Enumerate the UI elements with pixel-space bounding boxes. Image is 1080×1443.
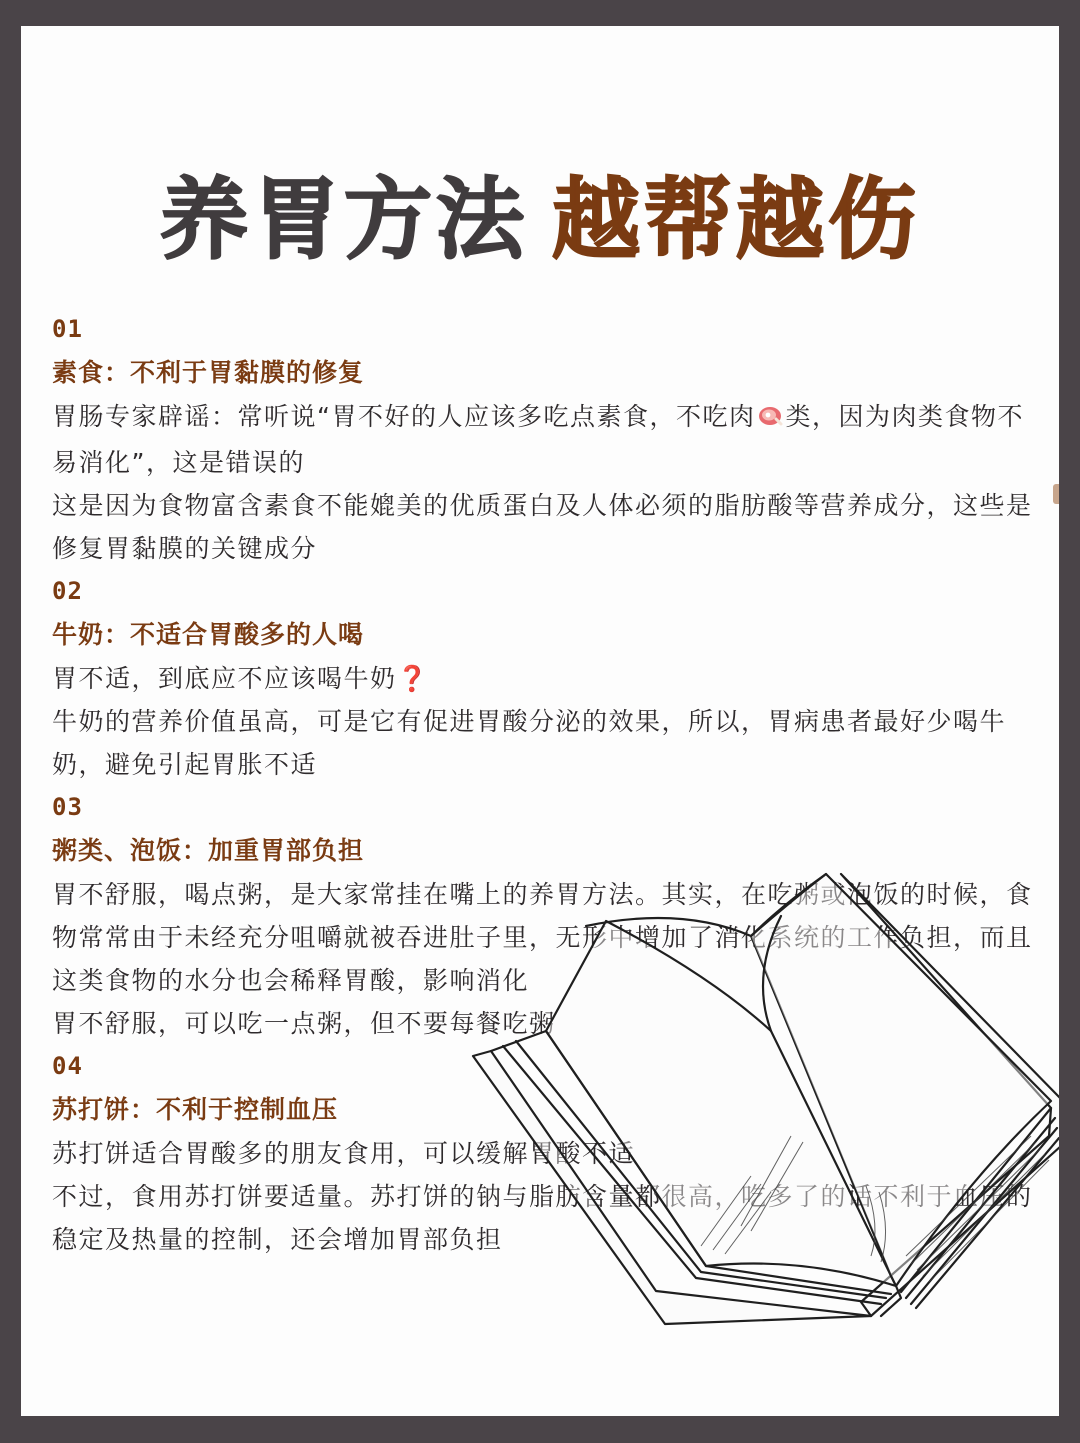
section-heading: 粥类、泡饭：加重胃部负担 (52, 836, 365, 865)
paragraph-text: 类，因为肉类食物不易消化”，这是错误的 (52, 402, 1024, 477)
section-number: 03 (52, 793, 83, 821)
edge-mark (1053, 484, 1059, 504)
section-01 (52, 308, 1042, 570)
section-number: 04 (52, 1052, 83, 1080)
section-heading: 素食：不利于胃黏膜的修复 (52, 358, 365, 387)
paragraph-text: 胃肠专家辟谣：常听说“胃不好的人应该多吃点素食，不吃肉 (52, 402, 756, 431)
paragraph-text: 胃不适，到底应不应该喝牛奶 (52, 664, 397, 693)
section-heading: 苏打饼：不利于控制血压 (52, 1095, 339, 1124)
section-heading: 牛奶：不适合胃酸多的人喝 (52, 620, 365, 649)
open-book-illustration (451, 846, 1059, 1326)
section-paragraph (52, 395, 1042, 484)
title-part-2: 越帮越伤 (552, 168, 921, 271)
section-paragraph (52, 657, 1042, 700)
section-paragraph: 胃不舒服，可以吃一点粥，但不要每餐吃粥 (52, 1009, 556, 1038)
section-paragraph: 苏打饼适合胃酸多的朋友食用，可以缓解胃酸不适 (52, 1139, 636, 1168)
question-mark-icon: ❓ (396, 664, 430, 693)
section-paragraph: 这是因为食物富含素食不能媲美的优质蛋白及人体必须的脂肪酸等营养成分，这些是修复胃黏膜的关键成分 (52, 491, 1033, 563)
page-title (21, 168, 1059, 271)
content-card (21, 26, 1059, 1416)
section-paragraph: 胃不舒服，喝点粥，是大家常挂在嘴上的养胃方法。其实，在吃粥或泡饭的时候，食物常常由于未经充分咀嚼就被吞进肚子里，无形中增加了消化系统的工作负担，而且这类食物的水分也会稀释胃酸，影响消化 (52, 880, 1033, 995)
section-number: 02 (52, 577, 83, 605)
meat-icon (757, 398, 783, 441)
section-paragraph: 不过，食用苏打饼要适量。苏打饼的钠与脂肪含量都很高，吃多了的话不利于血压的稳定及热量的控制，还会增加胃部负担 (52, 1182, 1033, 1254)
section-paragraph: 牛奶的营养价值虽高，可是它有促进胃酸分泌的效果，所以，胃病患者最好少喝牛奶，避免引起胃胀不适 (52, 707, 1007, 779)
title-part-1: 养胃方法 (159, 168, 528, 271)
section-02 (52, 570, 1042, 786)
section-number: 01 (52, 315, 83, 343)
